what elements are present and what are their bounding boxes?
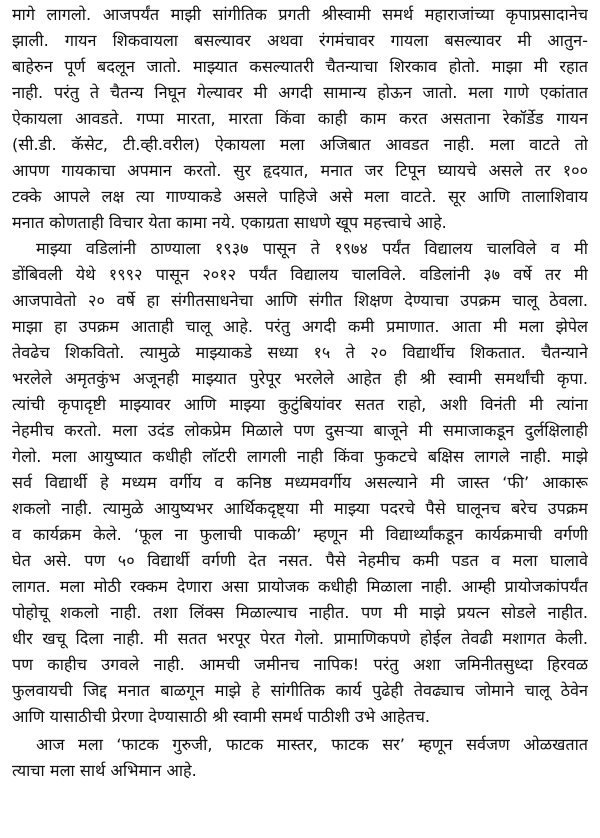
paragraph-first-line: माझ्या वडिलांनी ठाण्याला १९३७ पासून ते १९७४ पर्यंत विद्यालय चालविले व मी [36, 239, 588, 258]
text-line: धीर खचू दिला नाही. मी सतत भरपूर पेरत गेलो. प्रामाणिकपणे होईल तेवढी मशागत केली. [12, 629, 588, 648]
paragraph-first-line: आज मला ‘फाटक गुरुजी, फाटक मास्तर, फाटक सर’ म्हणून सर्वजण ओळखतात [36, 735, 588, 754]
text-line: आणि यासाठीची प्रेरणा देण्यासाठी श्री स्वामी समर्थ पाठीशी उभे आहेतच. [12, 707, 431, 726]
text-line: पण काहीच उगवले नाही. आमची जमीनच नापिक! परंतु अशा जमिनीतसुध्दा हिरवळ [12, 655, 588, 674]
text-line: टक्के आपले लक्ष त्या गाण्याकडे असले पाहिजे असे मला वाटते. सूर आणि तालाशिवाय [12, 187, 588, 206]
text-line: घेत असे. पण ५० विद्यार्थी वर्गणी देत नसत. पैसे नेहमीच कमी पडत व मला घालावे [12, 551, 588, 570]
text-line: फुलवायची जिद्द मनात बाळगून माझे हे सांगीतिक कार्य पुढेही तेवढ्याच जोमाने चालू ठेवेन [12, 681, 588, 700]
text-line: मागे लागलो. आजपर्यंत माझी सांगीतिक प्रगती श्रीस्वामी समर्थ महाराजांच्या कृपाप्रसादानेच [12, 5, 588, 24]
text-line: (सी.डी. कॅसेट, टी.व्ही.वरील) ऐकायला मला अजिबात आवडत नाही. मला वाटते तो [12, 135, 588, 154]
text-line: लागत. मला मोठी रक्कम देणारा असा प्रायोजक कधीही मिळाला नाही. आम्ही प्रायोजकांपर्यंत [12, 577, 588, 596]
text-line: सर्व विद्यार्थी हे मध्यम वर्गीय व कनिष्ठ मध्यमवर्गीय असल्याने मी जास्त ‘फी’ आकारू [12, 473, 588, 492]
text-line: डोंबिवली येथे १९९२ पासून २०१२ पर्यंत विद्यालय चालविले. वडिलांनी ३७ वर्षे तर मी [12, 265, 588, 284]
text-line: माझा हा उपक्रम आताही चालू आहे. परंतु अगदी कमी प्रमाणात. आता मी मला झेपेल [12, 317, 588, 336]
text-line: शकलो नाही. त्यामुळे आयुष्यभर आर्थिकदृष्ट्या मी माझ्या पदरचे पैसे घालूनच बरेच उपक्रम [12, 499, 588, 518]
text-line: त्यांची कृपादृष्टी माझ्यावर आणि माझ्या कुटुंबियांवर सतत राहो, अशी विनंती मी त्यांना [12, 395, 588, 414]
text-line: बाहेरुन पूर्ण बदलून जातो. माझ्यात कसल्यातरी चैतन्याचा शिरकाव होतो. माझा मी रहात [12, 57, 588, 76]
text-line: ऐकायला आवडते. गप्पा मारता, मारता किंवा काही काम करत असताना रेकॉर्डेड गायन [12, 109, 588, 128]
text-line: पोहोचू शकलो नाही. तशा लिंक्स मिळाल्याच नाहीत. पण मी माझे प्रयत्न सोडले नाहीत. [12, 603, 588, 622]
text-line: आजपावेतो २० वर्षे हा संगीतसाधनेचा आणि संगीत शिक्षण देण्याचा उपक्रम चालू ठेवला. [12, 291, 588, 310]
text-line: तेवढेच शिकवितो. त्यामुळे माझ्याकडे सध्या १५ ते २० विद्यार्थीच शिकतात. चैतन्याने [12, 343, 588, 362]
text-line: नेहमीच करतो. मला उदंड लोकप्रेम मिळाले पण दुसऱ्या बाजूने मी समाजाकडून दुर्लक्षिलाही [12, 421, 588, 440]
text-line: नाही. परंतु ते चैतन्य निघून गेल्यावर मी अगदी सामान्य होऊन जातो. मला गाणे एकांतात [12, 83, 588, 102]
text-line: व कार्यक्रम केले. ‘फूल ना फुलाची पाकळी’ म्हणून मी विद्यार्थ्यांकडून कार्यक्रमाची वर्गणी [12, 525, 588, 544]
text-line: गेलो. मला आयुष्यात कधीही लॉटरी लागली नाही किंवा फुकटचे बक्षिस लागले नाही. माझे [12, 447, 588, 466]
text-line: मनात कोणताही विचार येता कामा नये. एकाग्रता साधणे खूप महत्त्वाचे आहे. [12, 213, 447, 232]
text-line: आपण गायकाचा अपमान करतो. सुर हृदयात, मनात जर टिपून घ्यायचे असले तर १०० [12, 161, 588, 180]
text-line: झाली. गायन शिकवायला बसल्यावर अथवा रंगमंचावर गायला बसल्यावर मी आतुन- [12, 31, 588, 50]
text-line: भरलेले अमृतकुंभ अजूनही माझ्यात पुरेपूर भरलेले आहेत ही श्री स्वामी समर्थांची कृपा. [12, 369, 588, 388]
text-line: त्याचा मला सार्थ अभिमान आहे. [12, 761, 197, 780]
